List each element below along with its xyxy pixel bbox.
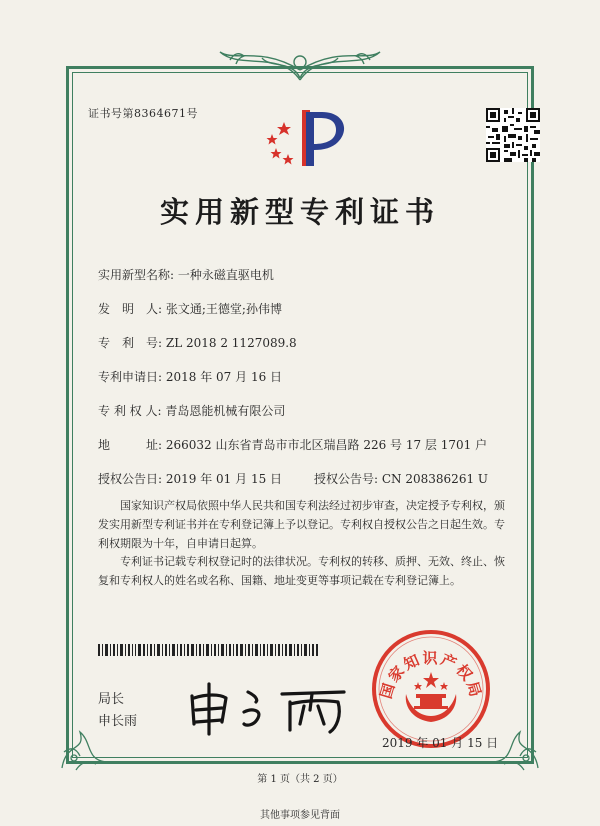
grant-date-value: 2019 年 01 月 15 日 bbox=[165, 472, 283, 486]
top-ornament bbox=[200, 40, 400, 84]
certificate-number bbox=[88, 105, 198, 121]
patent-number-label: 专 利 号: bbox=[98, 336, 163, 350]
seal-date: 2019 年 01 月 15 日 bbox=[382, 736, 499, 750]
seal-text: 国家知识产权局 bbox=[376, 648, 486, 701]
director-title: 局长 bbox=[98, 692, 125, 707]
filing-date-row bbox=[98, 368, 282, 385]
certificate-title: 实用新型专利证书 bbox=[159, 195, 440, 229]
legal-status-paragraph: 专利证书记载专利权登记时的法律状况。专利权的转移、质押、无效、终止、恢复和专利权人的姓名或名称、国籍、地址变更等事项记载在专利登记簿上。 bbox=[98, 555, 505, 587]
grant-number-row bbox=[314, 470, 488, 487]
utility-model-name-row bbox=[98, 266, 274, 283]
qr-code-icon bbox=[486, 108, 540, 162]
patent-office-logo-icon bbox=[262, 104, 360, 170]
page-indicator: 第 1 页（共 2 页） bbox=[257, 774, 343, 785]
patentee-label: 专 利 权 人: bbox=[98, 404, 162, 418]
filing-date-label: 专利申请日: bbox=[98, 370, 163, 384]
patentee-value: 青岛恩能机械有限公司 bbox=[165, 404, 286, 418]
patent-number-row bbox=[98, 334, 297, 351]
inventor-row bbox=[98, 300, 282, 317]
grant-date-row bbox=[98, 470, 282, 487]
director-signature-icon bbox=[186, 680, 356, 736]
certificate-number-label: 证书号第 bbox=[88, 107, 134, 120]
inventor-value: 张文通;王德堂;孙伟博 bbox=[165, 302, 282, 316]
address-label: 地 址: bbox=[98, 438, 163, 452]
address-value: 266032 山东省青岛市市北区瑞昌路 226 号 17 层 1701 户 bbox=[165, 438, 488, 452]
grant-number-label: 授权公告号: bbox=[314, 472, 379, 486]
official-seal-icon bbox=[370, 628, 492, 750]
filing-date-value: 2018 年 07 月 16 日 bbox=[165, 370, 283, 384]
certificate-number-value: 8364671 bbox=[134, 107, 187, 120]
utility-model-name-value: 一种永磁直驱电机 bbox=[177, 268, 274, 282]
certificate-number-suffix: 号 bbox=[186, 107, 198, 120]
grant-statement-paragraph: 国家知识产权局依照中华人民共和国专利法经过初步审查，决定授予专利权，颁发实用新型专利证书并在专利登记簿上予以登记。专利权自授权公告之日起生效。专利权期限为十年，自申请日起算。 bbox=[98, 499, 505, 550]
patentee-row bbox=[98, 402, 285, 419]
barcode-icon bbox=[98, 644, 318, 656]
utility-model-name-label: 实用新型名称: bbox=[98, 268, 175, 282]
director-name: 申长雨 bbox=[98, 714, 138, 729]
grant-number-value: CN 208386261 U bbox=[381, 472, 489, 486]
address-row bbox=[98, 436, 487, 453]
grant-date-label: 授权公告日: bbox=[98, 472, 163, 486]
patent-number-value: ZL 2018 2 1127089.8 bbox=[165, 336, 297, 350]
back-page-note: 其他事项参见背面 bbox=[260, 810, 340, 821]
inventor-label: 发 明 人: bbox=[98, 302, 163, 316]
